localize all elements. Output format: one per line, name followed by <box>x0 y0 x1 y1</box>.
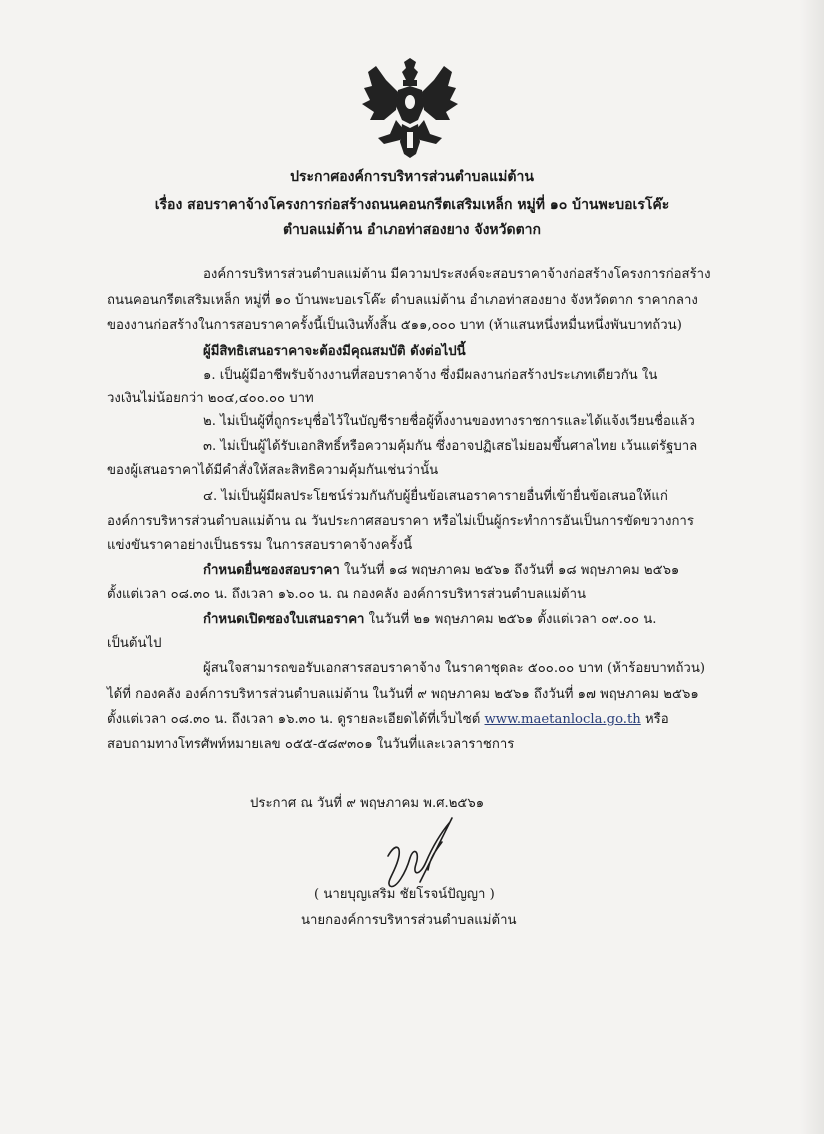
document-subject: เรื่อง สอบราคาจ้างโครงการก่อสร้างถนนคอนกรีตเสริมเหล็ก หมู่ที่ ๑๐ บ้านพะบอเรโค๊ะ <box>154 197 670 213</box>
qualification-4-line-3: แข่งขันราคาอย่างเป็นธรรม ในการสอบราคาจ้างครั้งนี้ <box>107 538 413 553</box>
document-title: ประกาศองค์การบริหารส่วนตำบลแม่ต้าน <box>290 169 534 185</box>
documents-line-3 <box>107 711 669 729</box>
signatory-name: ( นายบุญเสริม ชัยโรจน์ปัญญา ) <box>314 887 495 902</box>
website-link[interactable]: www.maetanlocla.go.th <box>484 712 641 727</box>
intro-line-1: องค์การบริหารส่วนตำบลแม่ต้าน มีความประสงค์จะสอบราคาจ้างก่อสร้างโครงการก่อสร้าง <box>203 267 711 282</box>
qualification-1-line-2: วงเงินไม่น้อยกว่า ๒๐๔,๔๐๐.๐๐ บาท <box>107 391 314 406</box>
opening-date: ในวันที่ ๒๑ พฤษภาคม ๒๕๖๑ ตั้งแต่เวลา ๐๙.๐๐ น. <box>364 612 657 627</box>
garuda-emblem-icon <box>356 58 464 160</box>
qualifications-heading: ผู้มีสิทธิเสนอราคาจะต้องมีคุณสมบัติ ดังต่อไปนี้ <box>203 344 466 359</box>
document-location: ตำบลแม่ต้าน อำเภอท่าสองยาง จังหวัดตาก <box>282 222 542 238</box>
submission-line-1 <box>203 562 679 580</box>
opening-line-1 <box>203 611 656 629</box>
documents-line-4: สอบถามทางโทรศัพท์หมายเลข ๐๕๕-๕๘๙๓๐๑ ในวันที่และเวลาราชการ <box>107 737 515 752</box>
qualification-3-line-1: ๓. ไม่เป็นผู้ได้รับเอกสิทธิ์หรือความคุ้มกัน ซึ่งอาจปฏิเสธไม่ยอมขึ้นศาลไทย เว้นแต่รัฐบาล <box>203 439 698 454</box>
signatory-position: นายกองค์การบริหารส่วนตำบลแม่ต้าน <box>301 913 517 928</box>
qualification-3-line-2: ของผู้เสนอราคาได้มีคำสั่งให้สละสิทธิความคุ้มกันเช่นว่านั้น <box>107 463 439 478</box>
documents-line-1: ผู้สนใจสามารถขอรับเอกสารสอบราคาจ้าง ในราคาชุดละ ๕๐๐.๐๐ บาท (ห้าร้อยบาทถ้วน) <box>203 661 705 676</box>
submission-dates: ในวันที่ ๑๘ พฤษภาคม ๒๕๖๑ ถึงวันที่ ๑๘ พฤษภาคม ๒๕๖๑ <box>339 563 680 578</box>
submission-label: กำหนดยื่นซองสอบราคา <box>203 563 340 578</box>
documents-line-2: ได้ที่ กองคลัง องค์การบริหารส่วนตำบลแม่ต้าน ในวันที่ ๙ พฤษภาคม ๒๕๖๑ ถึงวันที่ ๑๗ พฤษภาคม ๒๕๖๑ <box>107 687 699 702</box>
submission-line-2: ตั้งแต่เวลา ๐๘.๓๐ น. ถึงเวลา ๑๖.๐๐ น. ณ กองคลัง องค์การบริหารส่วนตำบลแม่ต้าน <box>107 587 587 602</box>
qualification-2: ๒. ไม่เป็นผู้ที่ถูกระบุชื่อไว้ในบัญชีรายชื่อผู้ทิ้งงานของทางราชการและได้แจ้งเวียนชื่อแล้ว <box>203 414 695 429</box>
intro-line-3: ของงานก่อสร้างในการสอบราคาครั้งนี้เป็นเงินทั้งสิ้น ๕๑๑,๐๐๐ บาท (ห้าแสนหนึ่งหมื่นหนึ่งพันบาทถ้วน) <box>107 318 682 333</box>
intro-line-2: ถนนคอนกรีตเสริมเหล็ก หมู่ที่ ๑๐ บ้านพะบอเรโค๊ะ ตำบลแม่ต้าน อำเภอท่าสองยาง จังหวัดตาก ราคากลาง <box>107 293 698 308</box>
documents-time: ตั้งแต่เวลา ๐๘.๓๐ น. ถึงเวลา ๑๖.๓๐ น. ดูรายละเอียดได้ที่เว็บไซต์ <box>107 712 485 727</box>
documents-or: หรือ <box>640 712 669 727</box>
opening-label: กำหนดเปิดซองใบเสนอราคา <box>203 612 365 627</box>
qualification-4-line-1: ๔. ไม่เป็นผู้มีผลประโยชน์ร่วมกันกับผู้ยื่นข้อเสนอราคารายอื่นที่เข้ายื่นข้อเสนอให้แก่ <box>203 489 668 504</box>
opening-line-2: เป็นต้นไป <box>107 636 162 651</box>
qualification-1-line-1: ๑. เป็นผู้มีอาชีพรับจ้างงานที่สอบราคาจ้าง ซึ่งมีผลงานก่อสร้างประเภทเดียวกัน ใน <box>203 368 658 383</box>
announce-date: ประกาศ ณ วันที่ ๙ พฤษภาคม พ.ศ.๒๕๖๑ <box>250 796 485 811</box>
qualification-4-line-2: องค์การบริหารส่วนตำบลแม่ต้าน ณ วันประกาศสอบราคา หรือไม่เป็นผู้กระทำการอันเป็นการขัดขวางการ <box>107 514 694 529</box>
signature <box>382 812 464 892</box>
